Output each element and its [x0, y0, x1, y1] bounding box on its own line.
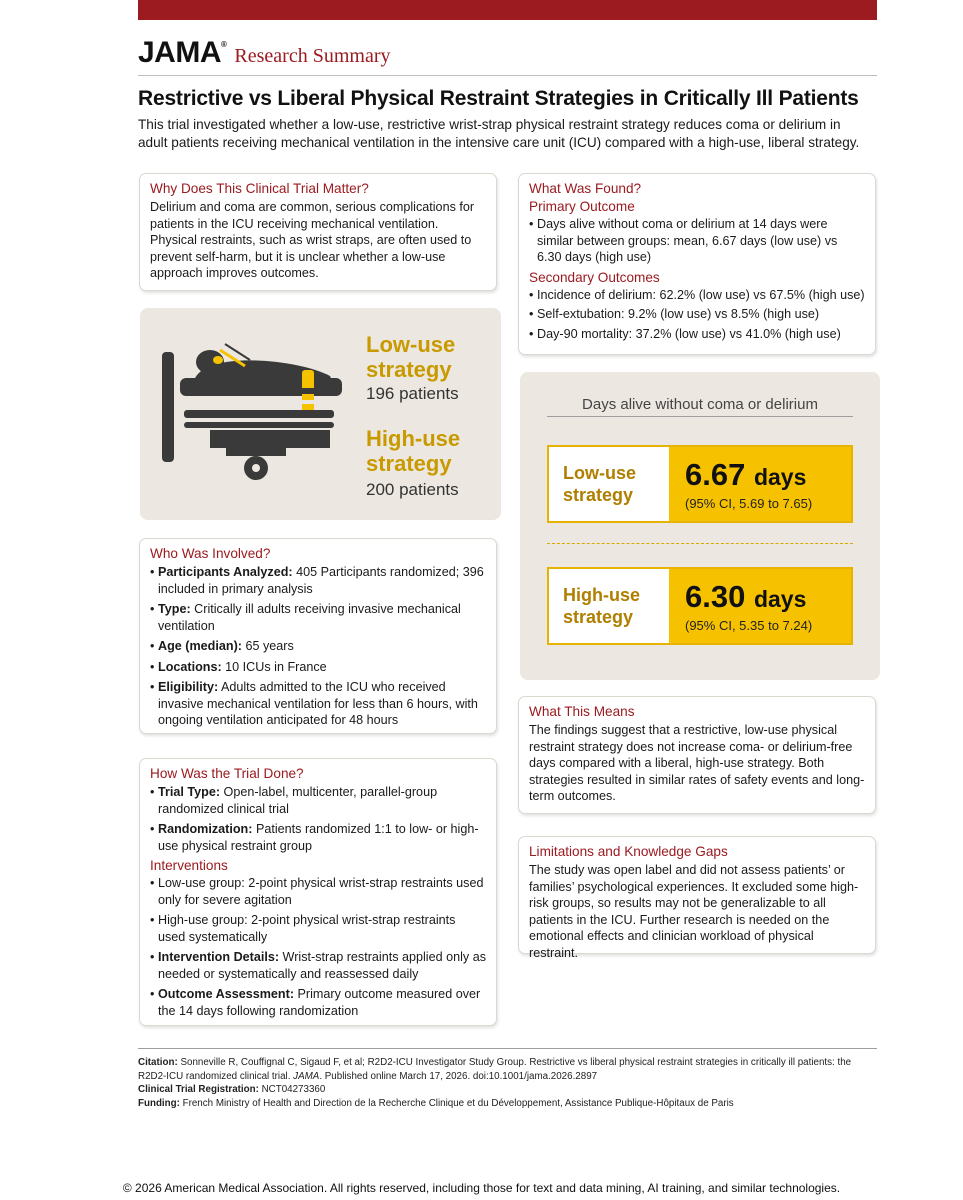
who-list [150, 564, 486, 729]
low-use-result-label: Low-use strategy [563, 463, 637, 505]
list-item: • Eligibility: Adults admitted to the ICU who received invasive mechanical ventilation for less than 6 hours, with ongoing ventilation anticipated for 48 hours [150, 679, 486, 729]
primary-outcome-heading: Primary Outcome [529, 199, 635, 214]
divider-dashed [547, 543, 853, 544]
low-use-ci: (95% CI, 5.69 to 7.65) [685, 495, 813, 511]
list-item: • Incidence of delirium: 62.2% (low use) vs 67.5% (high use) [529, 287, 865, 304]
high-use-result [547, 567, 853, 645]
bed-restraint-icon [150, 330, 350, 490]
citation: Citation: Sonneville R, Couffignal C, Sigaud F, et al; R2D2-ICU Investigator Study Group. Restrictive vs liberal physical restraint strategies in critically ill patients: the R2D2-ICU randomized clinical trial. JAMA. Published online March 17, 2026. doi:10.1001/jama.2026.2897 [138, 1057, 852, 1082]
low-use-result [547, 445, 853, 523]
list-item: • Locations: 10 ICUs in France [150, 659, 486, 676]
section-label: Research Summary [234, 45, 391, 67]
intro-text: This trial investigated whether a low-use, restrictive wrist-strap physical restraint strategy reduces coma or delirium in adult patients receiving mechanical ventilation in the intensive care unit (ICU) compared with a high-use, liberal strategy. [138, 117, 860, 150]
why-text: Delirium and coma are common, serious complications for patients in the ICU receiving mechanical ventilation. Physical restraints, such as wrist straps, are often used to prevent self-harm, but it is unclear whether a low-use approach improves outcomes. [150, 200, 475, 280]
means-heading: What This Means [529, 704, 635, 719]
how-heading: How Was the Trial Done? [150, 766, 304, 781]
means-text: The findings suggest that a restrictive, low-use physical restraint strategy does not increase coma- or delirium-free days compared with a liberal, high-use strategy. Both strategies resulted in similar rates of safety events and long-term outcomes. [529, 723, 865, 803]
interventions-heading: Interventions [150, 858, 228, 873]
means-card [518, 696, 876, 814]
list-item: • Outcome Assessment: Primary outcome measured over the 14 days following randomization [150, 986, 486, 1019]
why-card [139, 173, 497, 291]
limitations-heading: Limitations and Knowledge Gaps [529, 844, 728, 859]
list-item: • Self-extubation: 9.2% (low use) vs 8.5% (high use) [529, 306, 865, 323]
list-item: • Randomization: Patients randomized 1:1 to low- or high-use physical restraint group [150, 821, 486, 854]
secondary-outcome-heading: Secondary Outcomes [529, 269, 660, 285]
why-heading: Why Does This Clinical Trial Matter? [150, 181, 369, 196]
list-item: • High-use group: 2-point physical wrist-strap restraints used systematically [150, 912, 486, 945]
page-title: Restrictive vs Liberal Physical Restraint Strategies in Critically Ill Patients [138, 87, 859, 110]
low-use-days: 6.67 days [685, 456, 807, 492]
list-item: • Age (median): 65 years [150, 638, 486, 655]
how-card [139, 758, 497, 1026]
low-use-result-value [669, 447, 851, 521]
list-item: • Days alive without coma or delirium at 14 days were similar between groups: mean, 6.67 days (low use) vs 6.30 days (high use) [529, 216, 865, 266]
interventions-list [150, 875, 486, 1019]
who-card [139, 538, 497, 734]
list-item: • Intervention Details: Wrist-strap restraints applied only as needed or systematically and reassessed daily [150, 949, 486, 982]
high-use-result-label: High-use strategy [563, 585, 641, 627]
list-item: • Low-use group: 2-point physical wrist-strap restraints used only for severe agitation [150, 875, 486, 908]
secondary-outcome-list [529, 287, 865, 343]
references [138, 1048, 877, 1110]
limitations-text: The study was open label and did not assess patients’ or families’ psychological experiences. It excluded some high-risk groups, so results may not be generalizable to all patients in the ICU. Further research is needed on the emotional effects and clinician workload of physical restraint. [529, 863, 859, 960]
list-item: • Type: Critically ill adults receiving invasive mechanical ventilation [150, 601, 486, 634]
found-card [518, 173, 876, 355]
who-heading: Who Was Involved? [150, 546, 271, 561]
low-use-label: Low-use strategy [366, 332, 456, 382]
high-use-label: High-use strategy [366, 426, 461, 476]
days-alive-title: Days alive without coma or delirium [547, 396, 853, 417]
list-item: • Trial Type: Open-label, multicenter, parallel-group randomized clinical trial [150, 784, 486, 817]
copyright: © 2026 American Medical Association. All rights reserved, including those for text and data mining, AI training, and similar technologies. [122, 1181, 841, 1195]
funding: Funding: French Ministry of Health and Direction de la Recherche Clinique et du Développement, Assistance Publique-Hôpitaux de Paris [138, 1097, 734, 1109]
jama-logo: JAMA® [138, 36, 227, 69]
high-use-days: 6.30 days [685, 578, 807, 614]
trial-registration: Clinical Trial Registration: NCT04273360 [138, 1084, 326, 1095]
high-use-count: 200 patients [366, 480, 459, 499]
high-use-ci: (95% CI, 5.35 to 7.24) [685, 617, 813, 633]
masthead-divider [138, 75, 877, 76]
high-use-result-value [669, 569, 851, 643]
found-heading: What Was Found? [529, 181, 642, 196]
limitations-card [518, 836, 876, 960]
list-item: • Participants Analyzed: 405 Participants randomized; 396 included in primary analysis [150, 564, 486, 597]
masthead [138, 36, 391, 70]
top-color-bar [138, 0, 877, 20]
low-use-count: 196 patients [366, 384, 459, 403]
how-list [150, 784, 486, 854]
primary-outcome-list [529, 216, 865, 266]
list-item: • Day-90 mortality: 37.2% (low use) vs 41.0% (high use) [529, 326, 865, 343]
